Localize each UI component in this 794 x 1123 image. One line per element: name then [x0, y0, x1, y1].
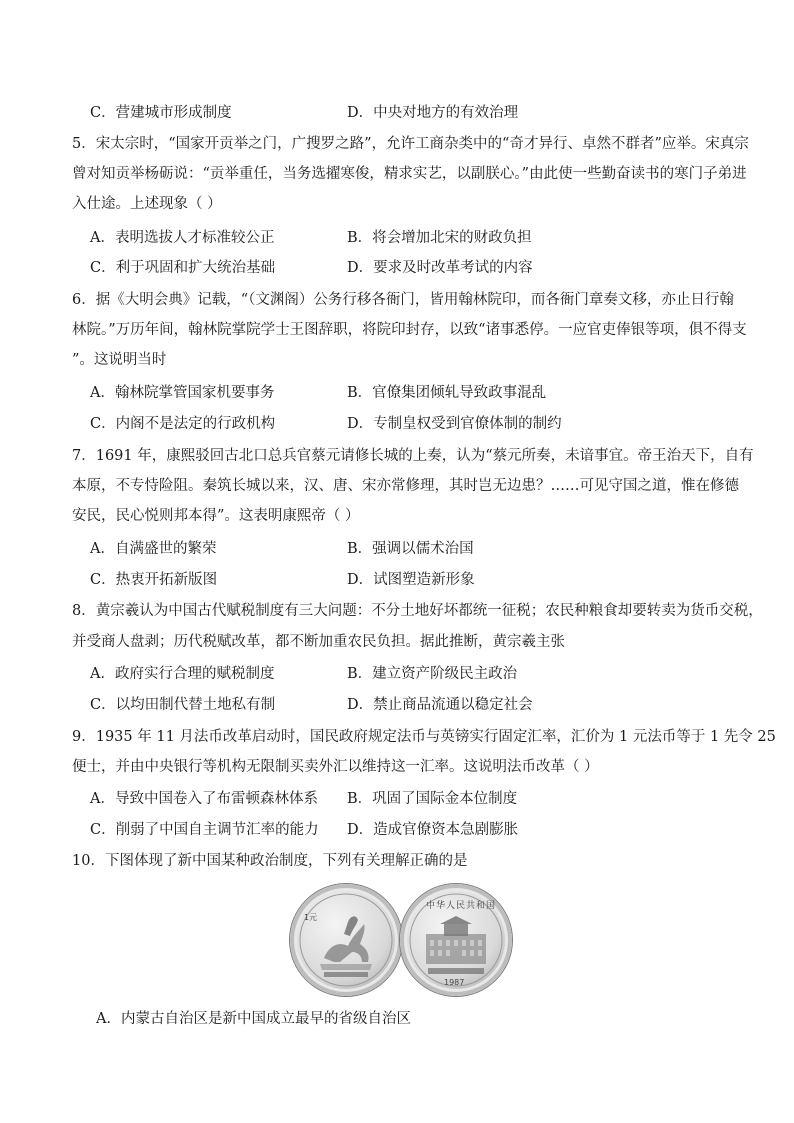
q5-option-d: D．要求及时改革考试的内容 — [347, 260, 533, 276]
q6-stem-line-3: ”。这说明当时 — [72, 352, 167, 368]
coin-country-inscription: 中华人民共和国 — [426, 901, 497, 911]
q5-stem-line-1: 5．宋太宗时，“国家开贡举之门，广搜罗之路”，允许工商杂类中的“奇才异行、卓然不群者”应举。宋真宗 — [72, 136, 749, 152]
q4-option-d: D．中央对地方的有效治理 — [347, 105, 519, 121]
q8-option-c: C．以均田制代替土地私有制 — [90, 697, 276, 713]
q9-option-c: C．削弱了中国自主调节汇率的能力 — [90, 822, 319, 838]
coin-year: 1987 — [444, 978, 465, 987]
q6-stem-line-2: 林院。”万历年间，翰林院掌院学士王图辞职，将院印封存，以致“诸事悉停。一应官吏俸银等项，俱不得支 — [72, 322, 747, 338]
q7-stem-line-1: 7．1691 年，康熙驳回古北口总兵官蔡元请修长城的上奏，认为“蔡元所奏，未谙事宜。帝王治天下，自有 — [72, 448, 754, 464]
q7-option-d: D．试图塑造新形象 — [347, 572, 475, 588]
q10-stem: 10．下图体现了新中国某种政治制度，下列有关理解正确的是 — [72, 853, 468, 869]
q6-option-d: D．专制皇权受到官僚体制的制约 — [347, 416, 562, 432]
q5-stem-line-3: 入仕途。上述现象（ ） — [72, 196, 222, 212]
q7-option-c: C．热衷开拓新版图 — [90, 572, 218, 588]
q8-stem-line-1: 8．黄宗羲认为中国古代赋税制度有三大问题：不分土地好坏都统一征税；农民种粮食却要转卖为货币交税， — [72, 603, 763, 619]
q9-stem-line-2: 便士，并由中央银行等机构无限制买卖外汇以维持这一汇率。这说明法币改革（ ） — [72, 759, 599, 775]
q8-option-a: A．政府实行合理的赋税制度 — [90, 666, 275, 682]
q7-option-b: B．强调以儒术治国 — [347, 541, 474, 557]
q5-option-c: C．利于巩固和扩大统治基础 — [90, 260, 276, 276]
commemorative-coin-reverse-image — [400, 884, 512, 996]
q6-option-a: A．翰林院掌管国家机要事务 — [90, 385, 275, 401]
q5-option-b: B．将会增加北宋的财政负担 — [347, 230, 532, 246]
q8-stem-line-2: 并受商人盘剥；历代税赋改革，都不断加重农民负担。据此推断，黄宗羲主张 — [72, 634, 565, 650]
q8-option-b: B．建立资产阶级民主政治 — [347, 666, 518, 682]
q9-option-a: A．导致中国卷入了布雷顿森林体系 — [90, 791, 318, 807]
q9-option-b: B．巩固了国际金本位制度 — [347, 791, 518, 807]
commemorative-coin-obverse-image — [290, 884, 402, 996]
q6-option-c: C．内阁不是法定的行政机构 — [90, 416, 276, 432]
q6-option-b: B．官僚集团倾轧导致政事混乱 — [347, 385, 547, 401]
coin-denomination: 1元 — [304, 913, 318, 922]
q9-option-d: D．造成官僚资本急剧膨胀 — [347, 822, 519, 838]
q5-option-a: A．表明选拔人才标准较公正 — [90, 230, 275, 246]
q10-option-a: A．内蒙古自治区是新中国成立最早的省级自治区 — [96, 1011, 411, 1027]
q7-stem-line-3: 安民，民心悦则邦本得”。这表明康熙帝（ ） — [72, 508, 360, 524]
q8-option-d: D．禁止商品流通以稳定社会 — [347, 697, 533, 713]
q7-stem-line-2: 本原，不专恃险阻。秦筑长城以来，汉、唐、宋亦常修理，其时岂无边患？……可见守国之道，惟在修德 — [72, 478, 739, 494]
q6-stem-line-1: 6．据《大明会典》记载，“（文渊阁）公务行移各衙门，皆用翰林院印，而各衙门章奏文移，亦止日行翰 — [72, 292, 734, 308]
q9-stem-line-1: 9．1935 年 11 月法币改革启动时，国民政府规定法币与英镑实行固定汇率，汇价为 1 元法币等于 1 先令 25 — [72, 729, 776, 745]
q4-option-c: C．营建城市形成制度 — [90, 105, 232, 121]
q5-stem-line-2: 曾对知贡举杨砺说：“贡举重任，当务选擢寒俊，精求实艺，以副朕心。”由此使一些勤奋读书的寒门子弟进 — [72, 166, 747, 182]
q7-option-a: A．自满盛世的繁荣 — [90, 541, 217, 557]
